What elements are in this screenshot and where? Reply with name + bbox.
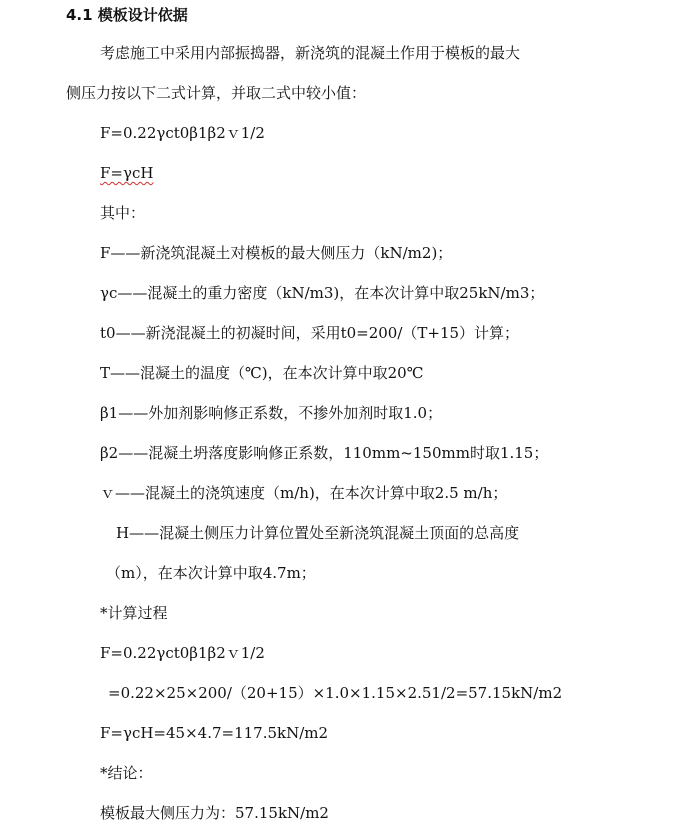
- definition-f: F——新浇筑混凝土对模板的最大侧压力（kN/m2)；: [100, 244, 453, 262]
- definition-t: T——混凝土的温度（℃)，在本次计算中取20℃: [100, 364, 424, 382]
- conclusion-text: 模板最大侧压力为：57.15kN/m2: [100, 804, 329, 822]
- section-heading: 4.1 模板设计依据: [66, 6, 188, 24]
- definition-v: ｖ——混凝土的浇筑速度（m/h)，在本次计算中取2.5 m/h；: [100, 484, 508, 502]
- definition-h-continued: （m），在本次计算中取4.7m；: [106, 564, 316, 582]
- calculation-formula-1: F=0.22γct0β1β2ｖ1/2: [100, 644, 265, 662]
- calculation-result-2: F=γcH=45×4.7=117.5kN/m2: [100, 724, 329, 742]
- paragraph-line-2: 侧压力按以下二式计算，并取二式中较小值：: [66, 84, 367, 102]
- formula-pressure-1: F=0.22γct0β1β2ｖ1/2: [100, 124, 265, 142]
- definition-t0: t0——新浇混凝土的初凝时间，采用t0=200/（T+15）计算；: [100, 324, 520, 342]
- calculation-heading: *计算过程: [100, 604, 168, 622]
- definition-h: H——混凝土侧压力计算位置处至新浇筑混凝土顶面的总高度: [116, 524, 520, 542]
- definition-gamma-c: γc——混凝土的重力密度（kN/m3)，在本次计算中取25kN/m3；: [100, 284, 545, 302]
- paragraph-line-1: 考虑施工中采用内部振捣器，新浇筑的混凝土作用于模板的最大: [100, 44, 521, 62]
- where-label: 其中：: [100, 204, 146, 222]
- definition-beta1: β1——外加剂影响修正系数，不掺外加剂时取1.0；: [100, 404, 443, 422]
- conclusion-heading: *结论：: [100, 764, 153, 782]
- formula-pressure-2: F=γcH: [100, 164, 154, 182]
- definition-beta2: β2——混凝土坍落度影响修正系数，110mm~150mm时取1.15；: [100, 444, 549, 462]
- calculation-result-1: =0.22×25×200/（20+15）×1.0×1.15×2.51/2=57.15kN/m2: [108, 684, 563, 702]
